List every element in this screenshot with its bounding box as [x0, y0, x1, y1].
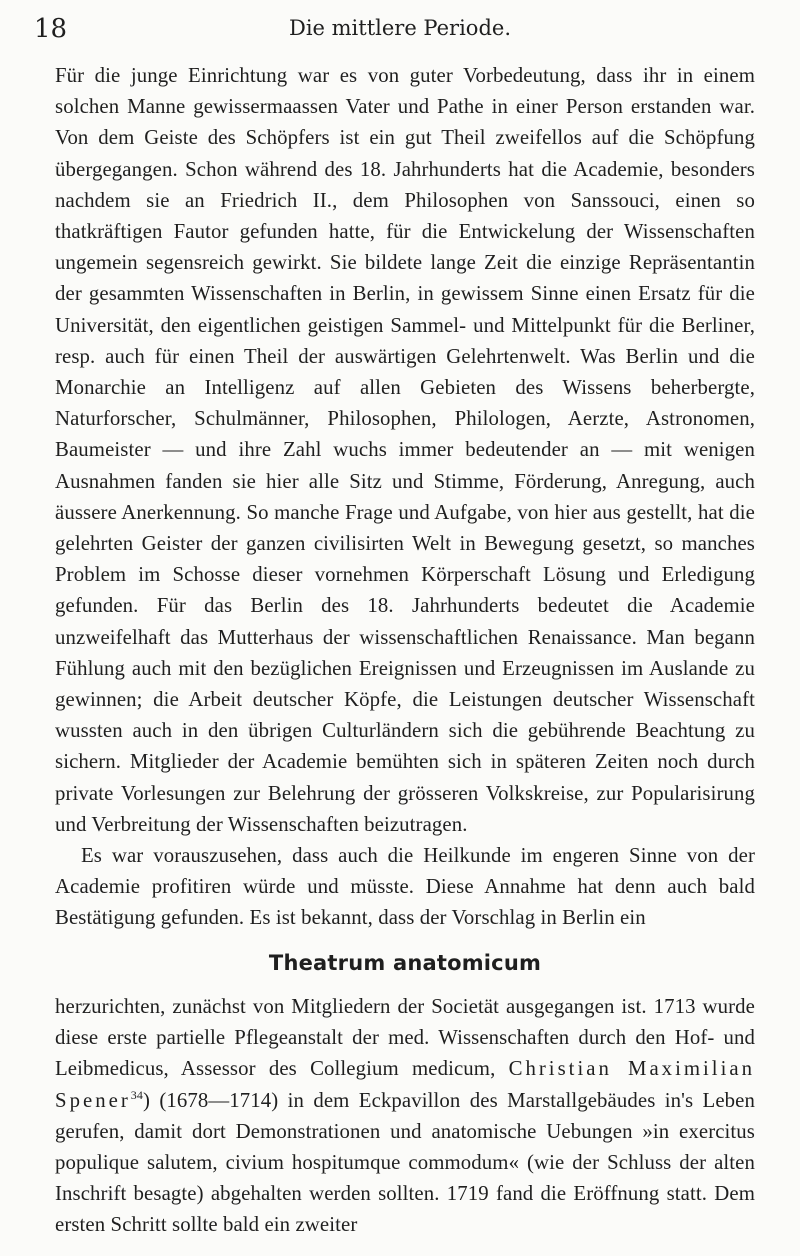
- paragraph-1: Für die junge Einrichtung war es von guter Vorbedeutung, dass ihr in einem solchen Manne gewissermaassen Vater und Pathe in einer Person erstanden war. Von dem Geiste des Schöpfers ist ein gut Theil zweifellos auf die Schöpfung übergegangen. Schon während des 18. Jahrhunderts hat die Academie, besonders nachdem sie an Friedrich II., dem Philosophen von Sanssouci, einen so thatkräftigen Fautor gefunden hatte, für die Entwickelung der Wissenschaften ungemein segensreich gewirkt. Sie bildete lange Zeit die einzige Repräsentantin der gesammten Wissenschaften in Berlin, in gewissem Sinne einen Ersatz für die Universität, den eigentlichen geistigen Sammel- und Mittelpunkt für die Berliner, resp. auch für einen Theil der auswärtigen Gelehrtenwelt. Was Berlin und die Monarchie an Intelligenz auf allen Gebieten des Wissens beherbergte, Naturforscher, Schulmänner, Philosophen, Philologen, Aerzte, Astronomen, Baumeister — und ihre Zahl wuchs immer bedeutender an — mit wenigen Ausnahmen fanden sie hier alle Sitz und Stimme, Förderung, Anregung, auch äussere Anerkennung. So manche Frage und Aufgabe, von hier aus gestellt, hat die gelehrten Geister der ganzen civilisirten Welt in Bewegung gesetzt, so manches Problem im Schosse dieser vornehmen Körperschaft Lösung und Erledigung gefunden. Für das Berlin des 18. Jahrhunderts bedeutet die Academie unzweifelhaft das Mutterhaus der wissenschaftlichen Renaissance. Man begann Fühlung auch mit den bezüglichen Ereignissen und Erzeugnissen im Auslande zu gewinnen; die Arbeit deutscher Köpfe, die Leistungen deutscher Wissenschaft wussten auch in den übrigen Culturländern sich die gebührende Beachtung zu sichern. Mitglieder der Academie bemühten sich in späteren Zeiten noch durch private Vorlesungen zur Belehrung der grösseren Volkskreise, zur Popularisirung und Verbreitung der Wissenschaften beizutragen.: [55, 64, 755, 836]
- paragraph-3: [55, 991, 755, 1241]
- body-text: [55, 60, 755, 1241]
- paragraph-3-text-a: herzurichten, zunächst von Mitgliedern der Societät ausgegangen ist. 1713 wurde diese erste partielle Pflegeanstalt der med. Wissenschaften durch den Hof- und Leibmedicus, Assessor des Collegium medicum,: [55, 994, 755, 1081]
- paragraph-3-text-b: ) (1678—1714) in dem Eckpavillon des Marstallgebäudes in's Leben gerufen, damit dort Demonstrationen und anatomische Uebungen »in exercitus populique salutem, civium hospitumque commodum« (wie der Schluss der alten Inschrift besagte) abgehalten werden sollten. 1719 fand die Eröffnung statt. Dem ersten Schritt sollte bald ein zweiter: [55, 1088, 755, 1237]
- paragraph-2: Es war vorauszusehen, dass auch die Heilkunde im engeren Sinne von der Academie profitiren würde und müsste. Diese Annahme hat denn auch bald Bestätigung gefunden. Es ist bekannt, dass der Vorschlag in Berlin ein: [55, 844, 755, 930]
- running-title: Die mittlere Periode.: [288, 16, 511, 40]
- footnote-marker: 34: [130, 1087, 143, 1102]
- page-number: 18: [34, 14, 68, 44]
- section-heading: Theatrum anatomicum: [268, 950, 542, 975]
- person-name: Christian Maximilian Spener: [55, 1057, 755, 1112]
- page-header: [34, 14, 766, 50]
